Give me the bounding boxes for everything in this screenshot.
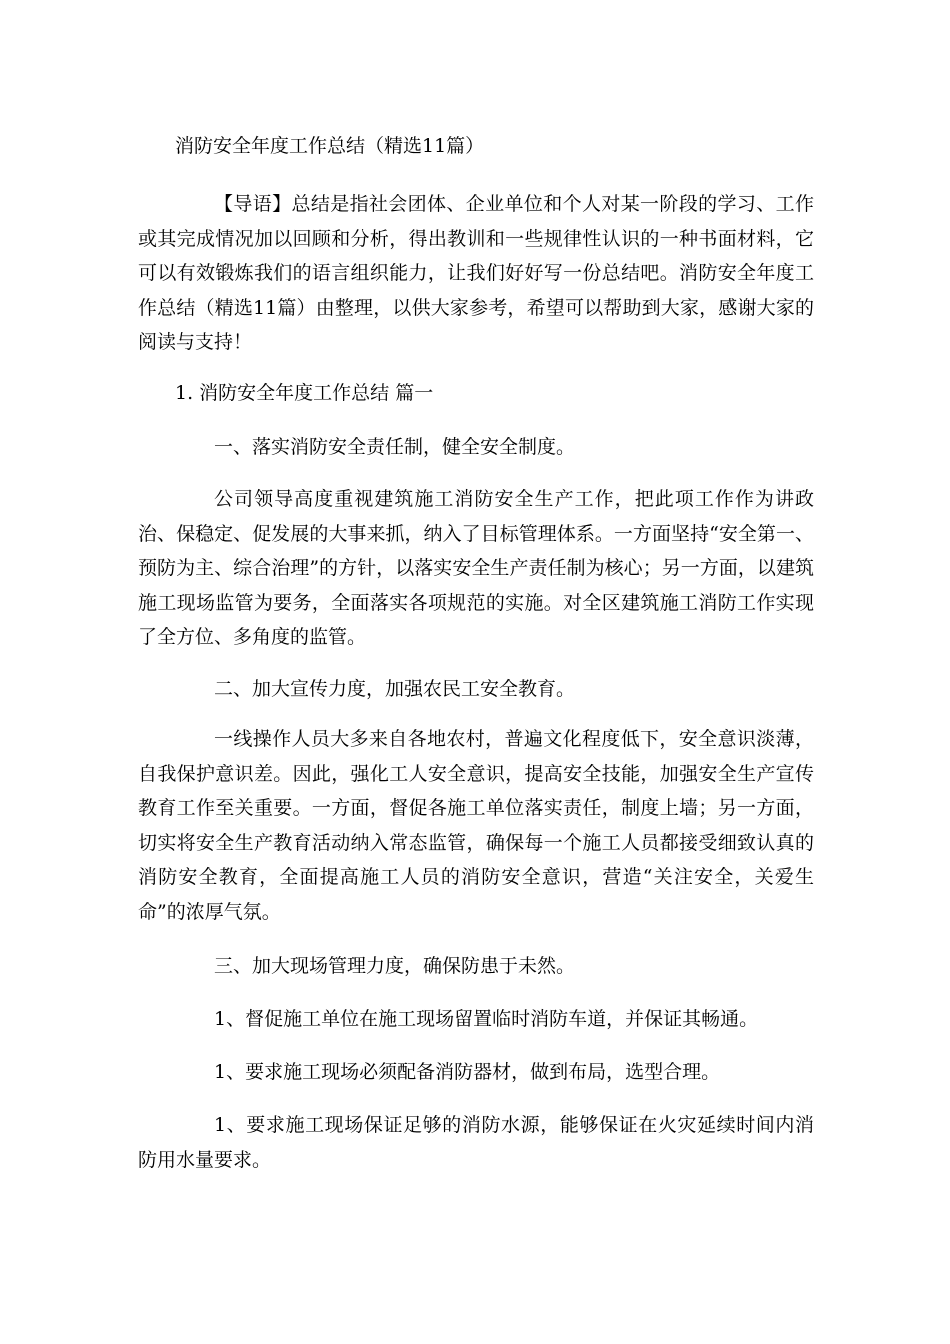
- section-1-heading: 一、落实消防安全责任制，健全安全制度。: [214, 436, 576, 458]
- list-item: 1、要求施工现场必须配备消防器材，做到布局，选型合理。: [214, 1061, 721, 1083]
- section-2-body: 一线操作人员大多来自各地农村，普遍文化程度低下，安全意识淡薄，自我保护意识差。因此，强化工人安全意识，提高安全技能，加强安全生产宣传教育工作至关重要。一方面，督促各施工单位落实责任，制度上墙；另一方面，切实将安全生产教育活动纳入常态监管，确保每一个施工人员都接受细致认真的消防安全教育，全面提高施工人员的消防安全意识，营造“关注安全，关爱生命”的浓厚气氛。: [138, 728, 814, 923]
- list-item: 1、要求施工现场保证足够的消防水源，能够保证在火灾延续时间内消防用水量要求。: [138, 1114, 814, 1171]
- section-2-heading: 二、加大宣传力度，加强农民工安全教育。: [214, 678, 576, 700]
- list-item: 1、督促施工单位在施工现场留置临时消防车道，并保证其畅通。: [214, 1008, 759, 1030]
- section-1-body: 公司领导高度重视建筑施工消防安全生产工作，把此项工作作为讲政治、保稳定、促发展的大事来抓，纳入了目标管理体系。一方面坚持“安全第一、预防为主、综合治理”的方针，以落实安全生产责任制为核心；另一方面，以建筑施工现场监管为要务，全面落实各项规范的实施。对全区建筑施工消防工作实现了全方位、多角度的监管。: [138, 488, 814, 648]
- intro-paragraph: 【导语】总结是指社会团体、企业单位和个人对某一阶段的学习、工作或其完成情况加以回顾和分析，得出教训和一些规律性认识的一种书面材料，它可以有效锻炼我们的语言组织能力，让我们好好写一份总结吧。消防安全年度工作总结（精选11篇）由整理，以供大家参考，希望可以帮助到大家，感谢大家的阅读与支持！: [138, 193, 814, 353]
- section-3-heading: 三、加大现场管理力度，确保防患于未然。: [214, 955, 576, 977]
- article-heading: 1. 消防安全年度工作总结 篇一: [175, 382, 434, 404]
- document-title: 消防安全年度工作总结（精选11篇）: [175, 135, 485, 157]
